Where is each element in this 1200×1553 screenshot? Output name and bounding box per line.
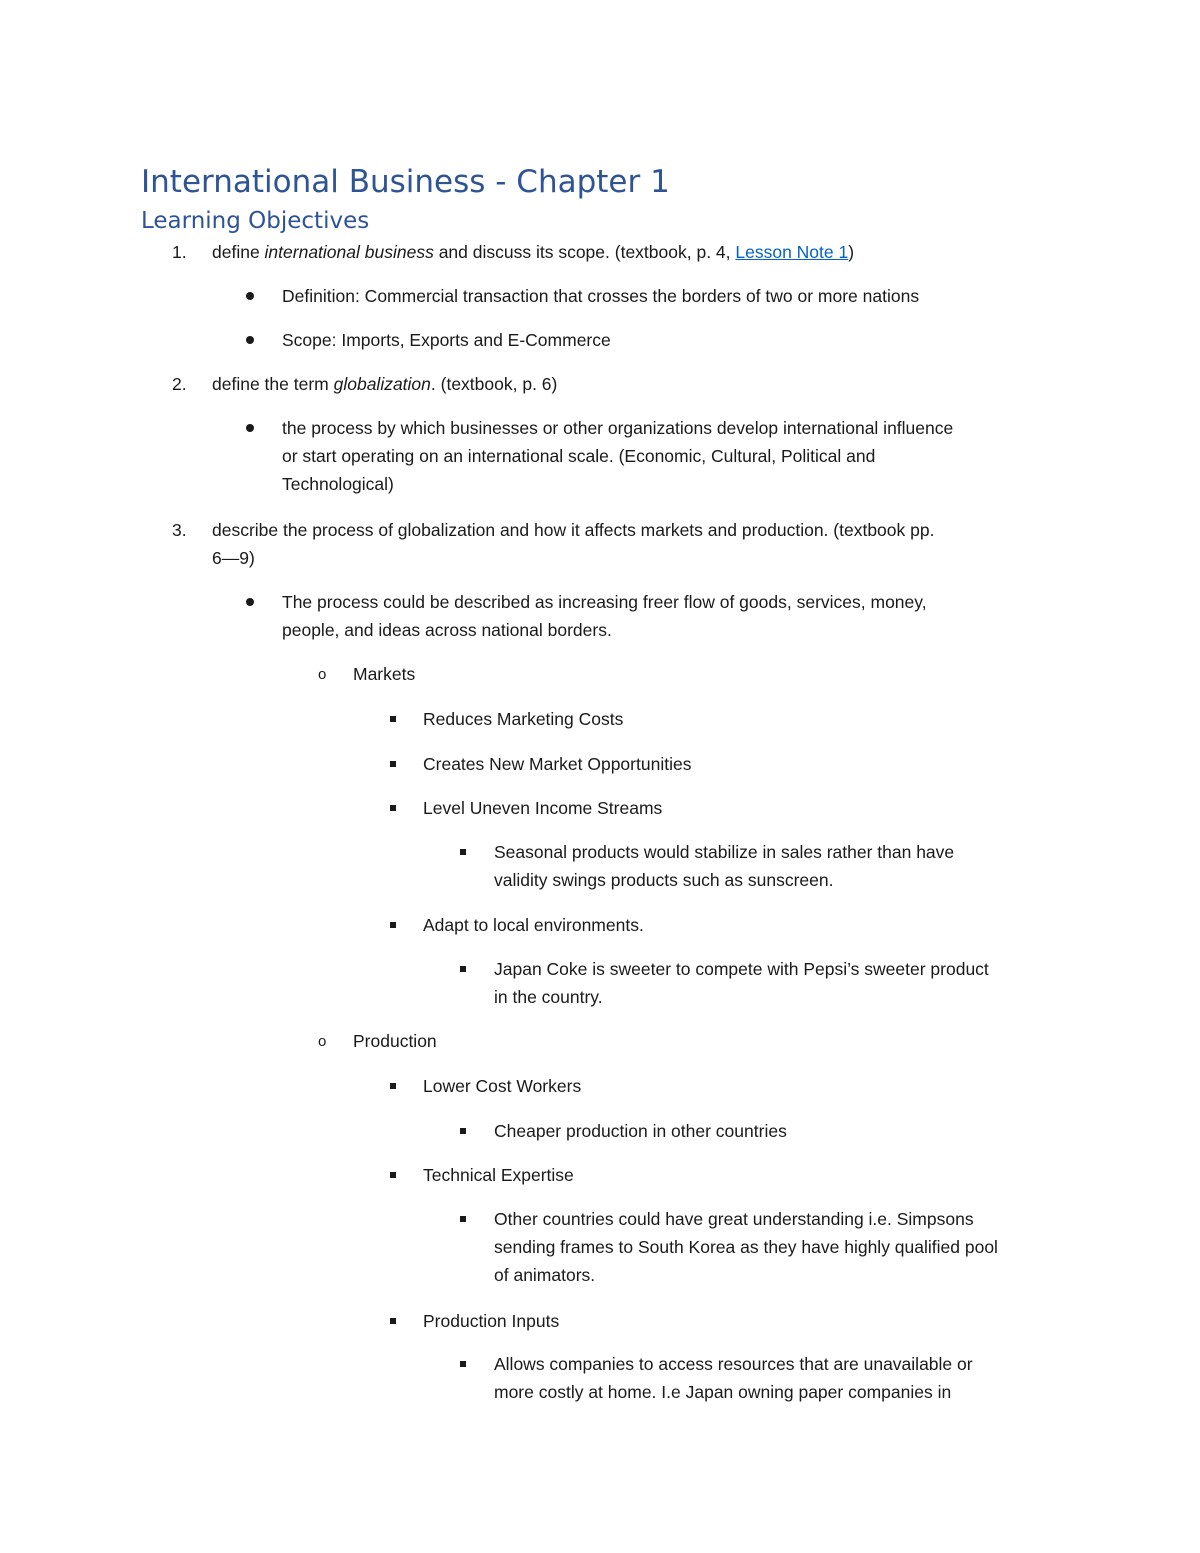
square-bullet-icon — [460, 1361, 466, 1367]
list-number: 2. — [172, 374, 187, 394]
list-item: or start operating on an international scale. (Economic, Cultural, Political and — [282, 446, 876, 466]
bullet-icon — [246, 598, 254, 606]
objective-1 — [212, 238, 854, 266]
bullet-icon — [246, 292, 254, 300]
page-title: International Business - Chapter 1 — [141, 164, 670, 200]
list-item: Level Uneven Income Streams — [423, 798, 663, 818]
list-item: Definition: Commercial transaction that crosses the borders of two or more nations — [282, 286, 920, 306]
square-bullet-icon — [390, 1318, 396, 1324]
square-bullet-icon — [390, 1083, 396, 1089]
square-bullet-icon — [390, 922, 396, 928]
list-item: sending frames to South Korea as they have highly qualified pool — [494, 1237, 998, 1257]
list-item: Seasonal products would stabilize in sales rather than have — [494, 842, 955, 862]
objective-3: 6—9) — [212, 548, 255, 568]
list-item: Lower Cost Workers — [423, 1076, 582, 1096]
text: and discuss its scope. (textbook, p. 4, — [433, 242, 736, 262]
lesson-note-link[interactable]: Lesson Note 1 — [735, 242, 849, 262]
text: define the term — [212, 374, 334, 394]
term: globalization — [333, 374, 431, 394]
list-item: Creates New Market Opportunities — [423, 754, 692, 774]
circle-bullet-icon: o — [318, 1033, 327, 1050]
objective-2 — [212, 370, 557, 398]
list-item: more costly at home. I.e Japan owning paper companies in — [494, 1382, 952, 1402]
list-item: people, and ideas across national borders. — [282, 620, 612, 640]
square-bullet-icon — [460, 849, 466, 855]
list-number: 1. — [172, 242, 187, 262]
bullet-icon — [246, 424, 254, 432]
list-item: Technological) — [282, 474, 394, 494]
square-bullet-icon — [390, 716, 396, 722]
bullet-icon — [246, 336, 254, 344]
list-item: Allows companies to access resources that are unavailable or — [494, 1354, 973, 1374]
list-item: in the country. — [494, 987, 603, 1007]
square-bullet-icon — [460, 966, 466, 972]
list-number: 3. — [172, 520, 187, 540]
list-item: Technical Expertise — [423, 1165, 574, 1185]
square-bullet-icon — [460, 1128, 466, 1134]
list-item: validity swings products such as sunscreen. — [494, 870, 834, 890]
list-item: of animators. — [494, 1265, 596, 1285]
list-item: Adapt to local environments. — [423, 915, 644, 935]
list-item: Production Inputs — [423, 1311, 560, 1331]
list-item: The process could be described as increasing freer flow of goods, services, money, — [282, 592, 927, 612]
list-item: the process by which businesses or other organizations develop international influence — [282, 418, 954, 438]
text: ) — [848, 242, 855, 262]
markets-heading: Markets — [353, 664, 416, 684]
objective-3: describe the process of globalization and how it affects markets and production. (textbook pp. — [212, 520, 935, 540]
list-item: Other countries could have great understanding i.e. Simpsons — [494, 1209, 974, 1229]
list-item: Reduces Marketing Costs — [423, 709, 624, 729]
list-item: Cheaper production in other countries — [494, 1121, 787, 1141]
square-bullet-icon — [390, 805, 396, 811]
square-bullet-icon — [460, 1216, 466, 1222]
text: . (textbook, p. 6) — [430, 374, 558, 394]
circle-bullet-icon: o — [318, 666, 327, 683]
production-heading: Production — [353, 1031, 437, 1051]
square-bullet-icon — [390, 1172, 396, 1178]
list-item: Japan Coke is sweeter to compete with Pepsi’s sweeter product — [494, 959, 989, 979]
list-item: Scope: Imports, Exports and E-Commerce — [282, 330, 611, 350]
term: international business — [264, 242, 434, 262]
section-heading: Learning Objectives — [141, 208, 370, 234]
square-bullet-icon — [390, 761, 396, 767]
text: define — [212, 242, 265, 262]
